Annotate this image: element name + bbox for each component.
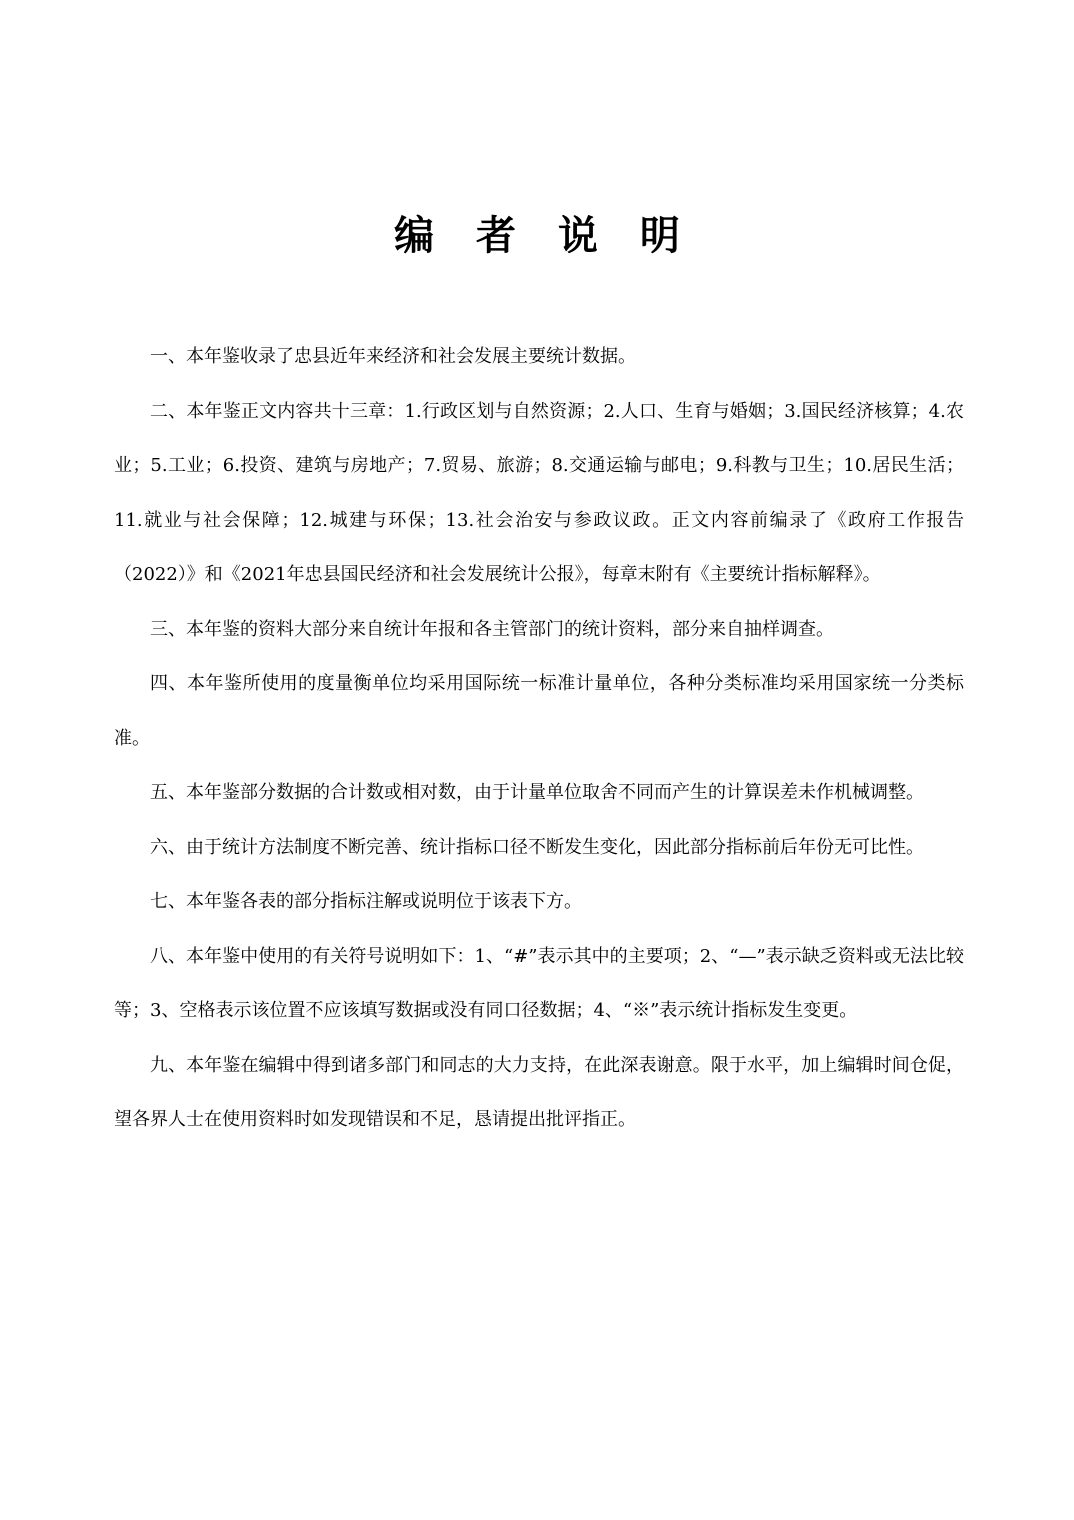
document-body (114, 330, 964, 1148)
paragraph-6: 六、由于统计方法制度不断完善、统计指标口径不断发生变化，因此部分指标前后年份无可比性。 (150, 836, 924, 858)
paragraph-5: 五、本年鉴部分数据的合计数或相对数，由于计量单位取舍不同而产生的计算误差未作机械调整。 (150, 782, 924, 803)
paragraph-7: 七、本年鉴各表的部分指标注解或说明位于该表下方。 (150, 891, 582, 912)
paragraph-1: 一、本年鉴收录了忠县近年来经济和社会发展主要统计数据。 (150, 346, 636, 367)
paragraph-3: 三、本年鉴的资料大部分来自统计年报和各主管部门的统计资料，部分来自抽样调查。 (150, 618, 834, 640)
paragraph-8: 八、本年鉴中使用的有关符号说明如下：1、“#”表示其中的主要项；2、“—”表示缺乏资料或无法比较等；3、空格表示该位置不应该填写数据或没有同口径数据；4、“※”表示统计指标发生变更。 (114, 945, 964, 1021)
paragraph-2: 二、本年鉴正文内容共十三章：1.行政区划与自然资源；2.人口、生育与婚姻；3.国民经济核算；4.农业；5.工业；6.投资、建筑与房地产；7.贸易、旅游；8.交通运输与邮电；9.科教与卫生；10.居民生活；11.就业与社会保障；12.城建与环保；13.社会治安与参政议政。正文内容前编录了《政府工作报告（2022）》和《2021年忠县国民经济和社会发展统计公报》，每章末附有《主要统计指标解释》。 (114, 400, 964, 585)
page-title: 编 者 说 明 (394, 213, 694, 259)
paragraph-9: 九、本年鉴在编辑中得到诸多部门和同志的大力支持，在此深表谢意。限于水平，加上编辑时间仓促，望各界人士在使用资料时如发现错误和不足，恳请提出批评指正。 (114, 1054, 964, 1130)
paragraph-4: 四、本年鉴所使用的度量衡单位均采用国际统一标准计量单位，各种分类标准均采用国家统一分类标准。 (114, 673, 964, 749)
